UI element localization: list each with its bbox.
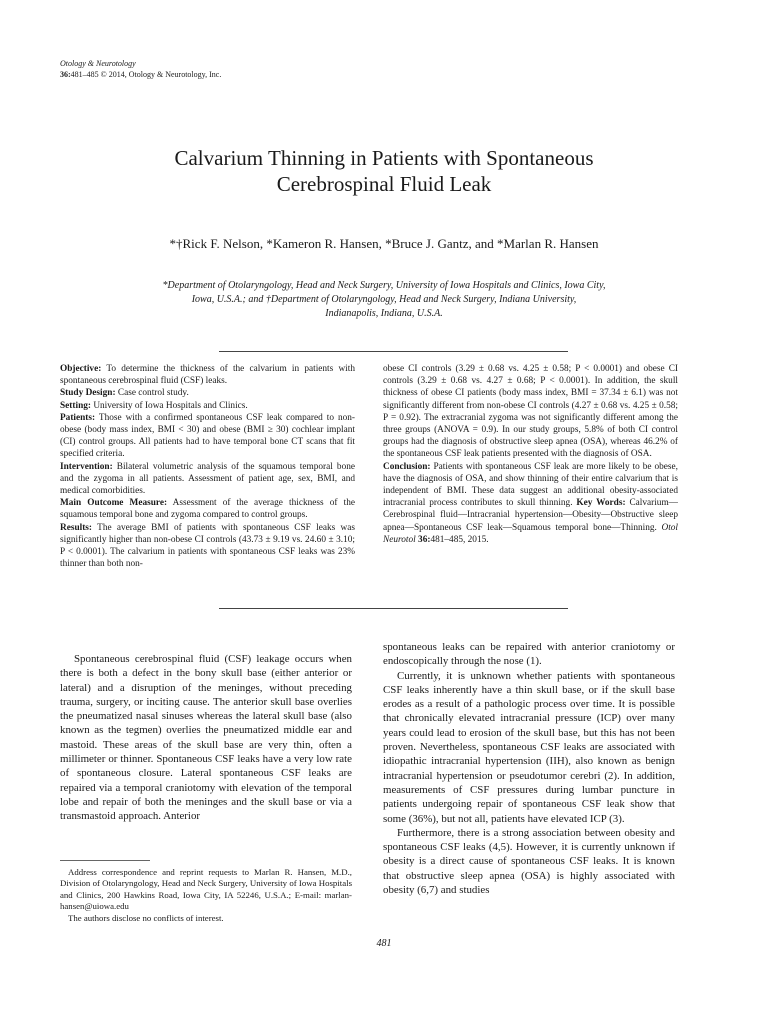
abstract-bottom-rule — [219, 608, 568, 609]
correspondence-note: Address correspondence and reprint requests to Marlan R. Hansen, M.D., Division of Otolaryngology, Head and Neck Surgery, University of Iowa Hospitals and Clinics, 200 Hawkins Road, Iowa City, IA 52246, U.S.A.; E-mail: marlan-hansen@uiowa.edu — [60, 867, 352, 912]
abstract-patients: Patients: Those with a confirmed spontaneous CSF leak compared to non-obese (body mass index, BMI < 30) and obese (BMI ≥ 30) cochlear implant (CI) control groups. All patients had to have temporal bone CT scans that fit specified criteria. — [60, 412, 355, 460]
body-paragraph: spontaneous leaks can be repaired with anterior craniotomy or endoscopically through the nose (1). — [383, 641, 675, 668]
journal-volume: 36: — [60, 70, 71, 79]
article-title — [0, 145, 768, 197]
affiliation-line-3: Indianapolis, Indiana, U.S.A. — [325, 308, 443, 319]
journal-volume-line — [60, 69, 221, 80]
title-line-2: Cerebrospinal Fluid Leak — [276, 172, 492, 196]
body-paragraph: Spontaneous cerebrospinal fluid (CSF) leakage occurs when there is both a defect in the bony skull base (either anterior or lateral) and a disruption of the meninges, without preceding trauma, surgery, or inciting cause. The anterior skull base overlies the pneumatized nasal sinuses whereas the lateral skull base (also known as the tegmen) overlies the pneumatized middle ear and mastoid. These areas of the skull base are very thin, often a millimeter or thinner. Spontaneous CSF leaks have a very low rate of spontaneous closure. Lateral spontaneous CSF leaks are repaired via a temporal craniotomy with elevation of the temporal lobe and repair of both the meninges and the skull base or via a transmastoid approach. Anterior — [60, 653, 352, 823]
affiliation-line-2: Iowa, U.S.A.; and †Department of Otolaryngology, Head and Neck Surgery, Indiana University, — [191, 294, 577, 305]
journal-name: Otology & Neurotology — [60, 59, 136, 68]
abstract-results-continued: obese CI controls (3.29 ± 0.68 vs. 4.25 ± 0.58; P < 0.0001) and obese CI controls (3.29 ± 0.68 vs. 4.27 ± 0.68; P < 0.0001). In addition, the skull thickness of obese CI patients (body mass index, BMI = 37.34 ± 6.1) was not significantly different from non-obese CI controls (4.27 ± 0.68 vs. 4.25 ± 0.58; P = 0.92). The extracranial zygoma was not significantly different among the three groups (ANOVA = 0.9). In our study groups, 5.8% of both CI control groups had the diagnosis of obstructive sleep apnea (OSA), whereas 46.2% of the spontaneous CSF leak patients presented with the diagnosis of OSA. — [383, 364, 678, 460]
abstract-right-column — [383, 363, 678, 546]
abstract-setting: Setting: University of Iowa Hospitals and Clinics. — [60, 400, 248, 411]
citation-volume: 36: — [418, 534, 431, 545]
affiliation-line-1: *Department of Otolaryngology, Head and Neck Surgery, University of Iowa Hospitals and Clinics, Iowa City, — [162, 280, 606, 291]
author-list: *†Rick F. Nelson, *Kameron R. Hansen, *Bruce J. Gantz, and *Marlan R. Hansen — [169, 236, 599, 251]
journal-pages-copyright: 481–485 © 2014, Otology & Neurotology, Inc. — [70, 70, 222, 79]
citation-pages: 481–485, 2015. — [430, 534, 489, 545]
body-paragraph: Currently, it is unknown whether patients with spontaneous CSF leaks inherently have a thin skull base, or if the skull base erodes as a result of a pathologic process over time. It is possible that chronically elevated intracranial pressure (ICP) over many years could lead to erosion of the skull base, but this has not been proven. Nevertheless, spontaneous CSF leaks are associated with idiopathic intracranial hypertension (IIH), also known as benign intracranial hypertension or pseudotumor cerebri (2). In addition, measurements of CSF pressures during lumbar puncture in patients undergoing repair of spontaneous CSF leak show that some (36%), but not all, patients have elevated ICP (3). — [383, 669, 675, 825]
journal-header — [60, 58, 221, 80]
abstract-results: Results: The average BMI of patients with spontaneous CSF leaks was significantly higher than non-obese CI controls (43.73 ± 9.19 vs. 24.60 ± 3.10; P < 0.0001). The calvarium in patients with spontaneous CSF leaks was 23% thinner than both non- — [60, 522, 355, 570]
page-number: 481 — [376, 938, 392, 949]
title-line-1: Calvarium Thinning in Patients with Spontaneous — [174, 146, 594, 170]
body-paragraph: Furthermore, there is a strong association between obesity and spontaneous CSF leaks (4,5). However, it is currently unknown if obesity is a direct cause of spontaneous CSF leaks. It is known that obstructive sleep apnea (OSA) is highly associated with obesity (6,7) and studies — [383, 826, 675, 897]
body-right-column — [383, 640, 675, 897]
disclosure-note: The authors disclose no conflicts of interest. — [68, 912, 224, 923]
abstract-top-rule — [219, 351, 568, 352]
abstract-outcome: Main Outcome Measure: Assessment of the average thickness of the squamous temporal bone and zygoma compared to control groups. — [60, 498, 355, 521]
abstract-objective: Objective: To determine the thickness of the calvarium in patients with spontaneous cerebrospinal fluid (CSF) leaks. — [60, 364, 355, 387]
abstract-intervention: Intervention: Bilateral volumetric analysis of the squamous temporal bone and the zygoma in all patients. Assessment of patient age, sex, BMI, and medical comorbidities. — [60, 461, 355, 497]
footnote-rule — [60, 860, 150, 861]
footnotes — [60, 867, 352, 924]
abstract-left-column — [60, 363, 355, 570]
abstract-conclusion: Conclusion: Patients with spontaneous CSF leak are more likely to be obese, have the diagnosis of OSA, and show thinning of their entire calvarium that is independent of BMI. These data suggest an additional obesity-associated intracranial process contributes to skull thinning. Key Words: Calvarium—Cerebrospinal fluid—Intracranial hypertension—Obesity—Obstructive sleep apnea—Spontaneous CSF leak—Squamous temporal bone—Thinning. Otol Neurotol 36:481–485, 2015. — [383, 461, 679, 545]
body-left-column — [60, 652, 352, 824]
abstract-study-design: Study Design: Case control study. — [60, 388, 189, 399]
citation-journal: Otol Neurotol — [383, 522, 679, 545]
affiliations — [100, 279, 668, 321]
